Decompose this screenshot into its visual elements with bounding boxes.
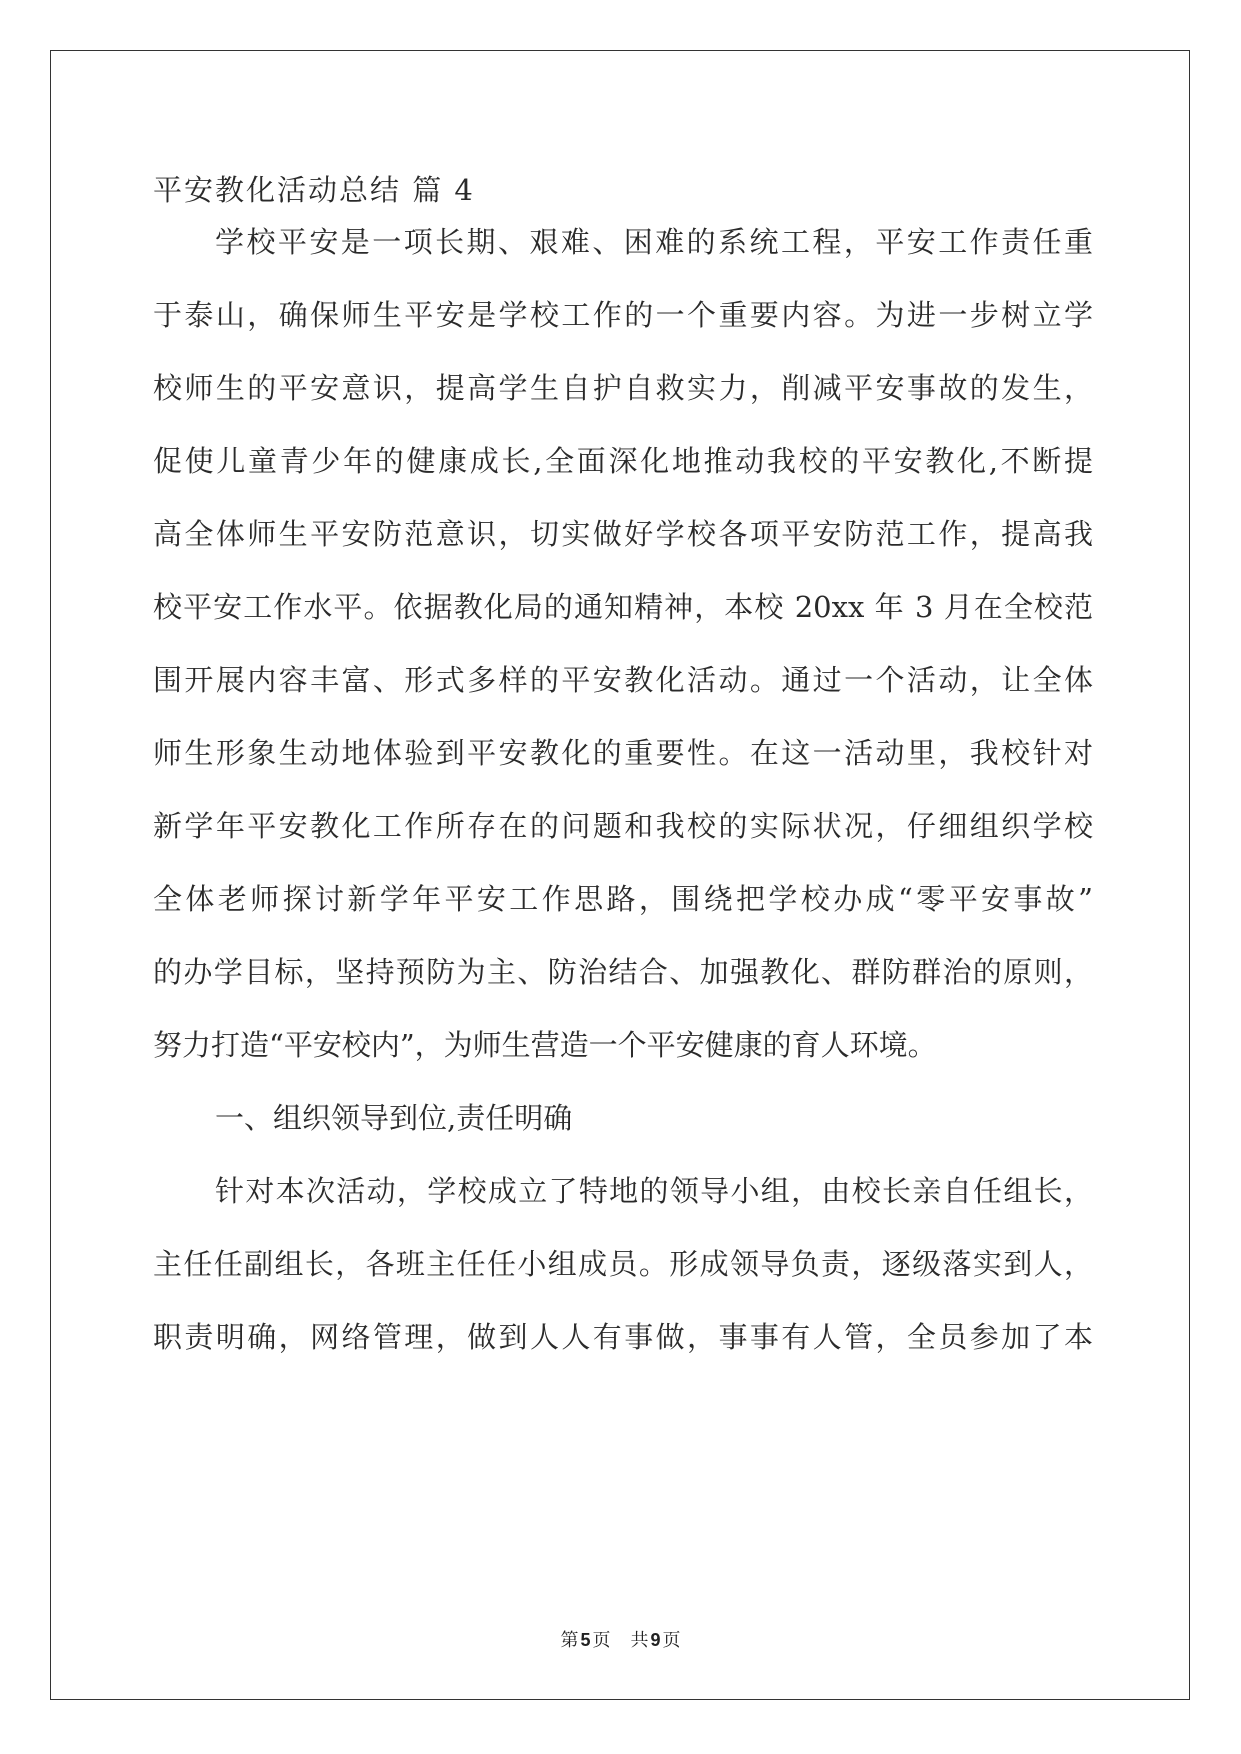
page-footer [0,1628,1241,1653]
total-suffix: 页 [662,1630,681,1651]
paragraph-1-line-8: 师生形象生动地体验到平安教化的重要性。在这一活动里，我校针对 [153,736,1093,770]
paragraph-1-line-10: 全体老师探讨新学年平安工作思路，围绕把学校办成“零平安事故” [153,882,1093,916]
paragraph-1-line-7: 围开展内容丰富、形式多样的平安教化活动。通过一个活动，让全体 [153,663,1093,697]
paragraph-1-line-3: 校师生的平安意识，提高学生自护自救实力，削减平安事故的发生， [153,371,1093,405]
page-total: 9 [650,1630,661,1650]
paragraph-1-line-2: 于泰山，确保师生平安是学校工作的一个重要内容。为进一步树立学 [153,298,1093,332]
paragraph-1-line-11: 的办学目标，坚持预防为主、防治结合、加强教化、群防群治的原则， [153,955,1093,989]
total-prefix: 共 [630,1630,649,1651]
paragraph-2-line-2: 主任任副组长，各班主任任小组成员。形成领导负责，逐级落实到人， [153,1247,1093,1281]
paragraph-1-line-9: 新学年平安教化工作所存在的问题和我校的实际状况，仔细组织学校 [153,809,1093,843]
paragraph-1-line-6: 校平安工作水平。依据教化局的通知精神，本校 20xx 年 3 月在全校范 [153,590,1093,624]
page-current: 5 [580,1630,591,1650]
paragraph-1-line-4: 促使儿童青少年的健康成长,全面深化地推动我校的平安教化,不断提 [153,444,1093,478]
paragraph-2-line-1: 针对本次活动，学校成立了特地的领导小组，由校长亲自任组长， [215,1174,1093,1208]
paragraph-1-line-12: 努力打造“平安校内”，为师生营造一个平安健康的育人环境。 [153,1028,937,1062]
paragraph-1-line-1: 学校平安是一项长期、艰难、困难的系统工程，平安工作责任重 [215,225,1093,259]
document-title: 平安教化活动总结 篇 4 [153,173,475,207]
paragraph-2-line-3: 职责明确，网络管理，做到人人有事做，事事有人管，全员参加了本 [153,1320,1093,1354]
paragraph-1-line-5: 高全体师生平安防范意识，切实做好学校各项平安防范工作，提高我 [153,517,1093,551]
page-suffix: 页 [592,1630,611,1651]
page-prefix: 第 [560,1630,579,1651]
section-heading: 一、组织领导到位,责任明确 [215,1101,573,1135]
